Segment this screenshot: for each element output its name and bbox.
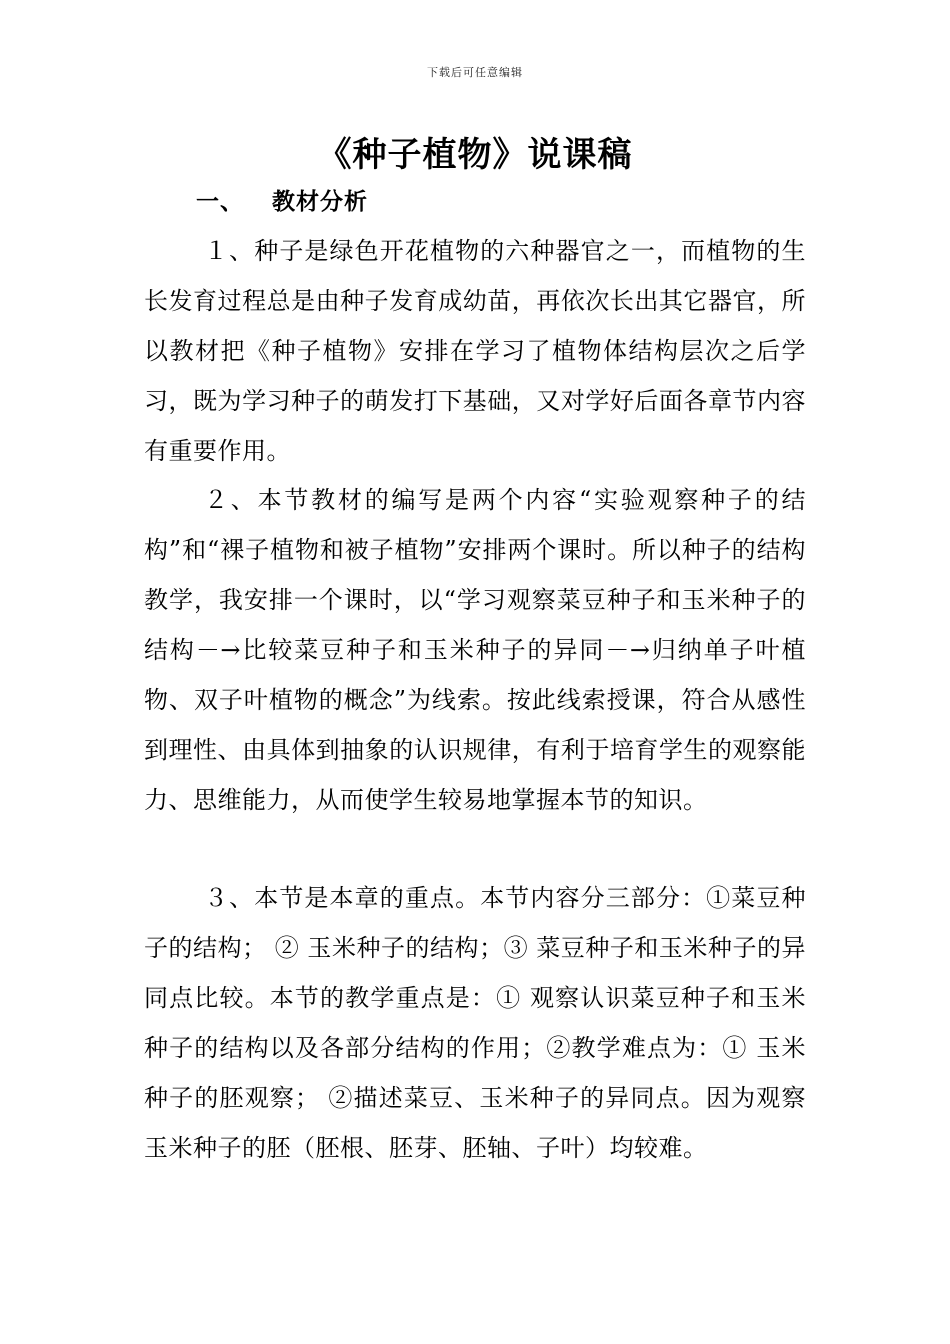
paragraph-1: １、种子是绿色开花植物的六种器官之一，而植物的生长发育过程总是由种子发育成幼苗，再依次长出其它器官，所以教材把《种子植物》安排在学习了植物体结构层次之后学习，既为学习种子的萌发打下基础，又对学好后面各章节内容有重要作用。	[144, 237, 806, 465]
paragraph-3: ３、本节是本章的重点。本节内容分三部分：①菜豆种子的结构； ② 玉米种子的结构；③ 菜豆种子和玉米种子的异同点比较。本节的教学重点是：① 观察认识菜豆种子和玉米种子的结构以及各部分结构的作用；②教学难点为：① 玉米种子的胚观察； ②描述菜豆、玉米种子的异同点。因为观察玉米种子的胚（胚根、胚芽、胚轴、子叶）均较难。	[144, 884, 806, 1162]
paragraph-2: ２、本节教材的编写是两个内容“实验观察种子的结构”和“裸子植物和被子植物”安排两个课时。所以种子的结构教学，我安排一个课时，以“学习观察菜豆种子和玉米种子的结构－→比较菜豆种子和玉米种子的异同－→归纳单子叶植物、双子叶植物的概念”为线索。按此线索授课，符合从感性到理性、由具体到抽象的认识规律，有利于培育学生的观察能力、思维能力，从而使学生较易地掌握本节的知识。	[144, 486, 806, 814]
section-heading	[196, 183, 368, 216]
header-note: 下载后可任意编辑	[427, 66, 523, 79]
section-heading-text: 教材分析	[272, 188, 368, 215]
document-title: 《种子植物》说课稿	[317, 135, 633, 175]
section-number: 一、	[196, 188, 244, 215]
